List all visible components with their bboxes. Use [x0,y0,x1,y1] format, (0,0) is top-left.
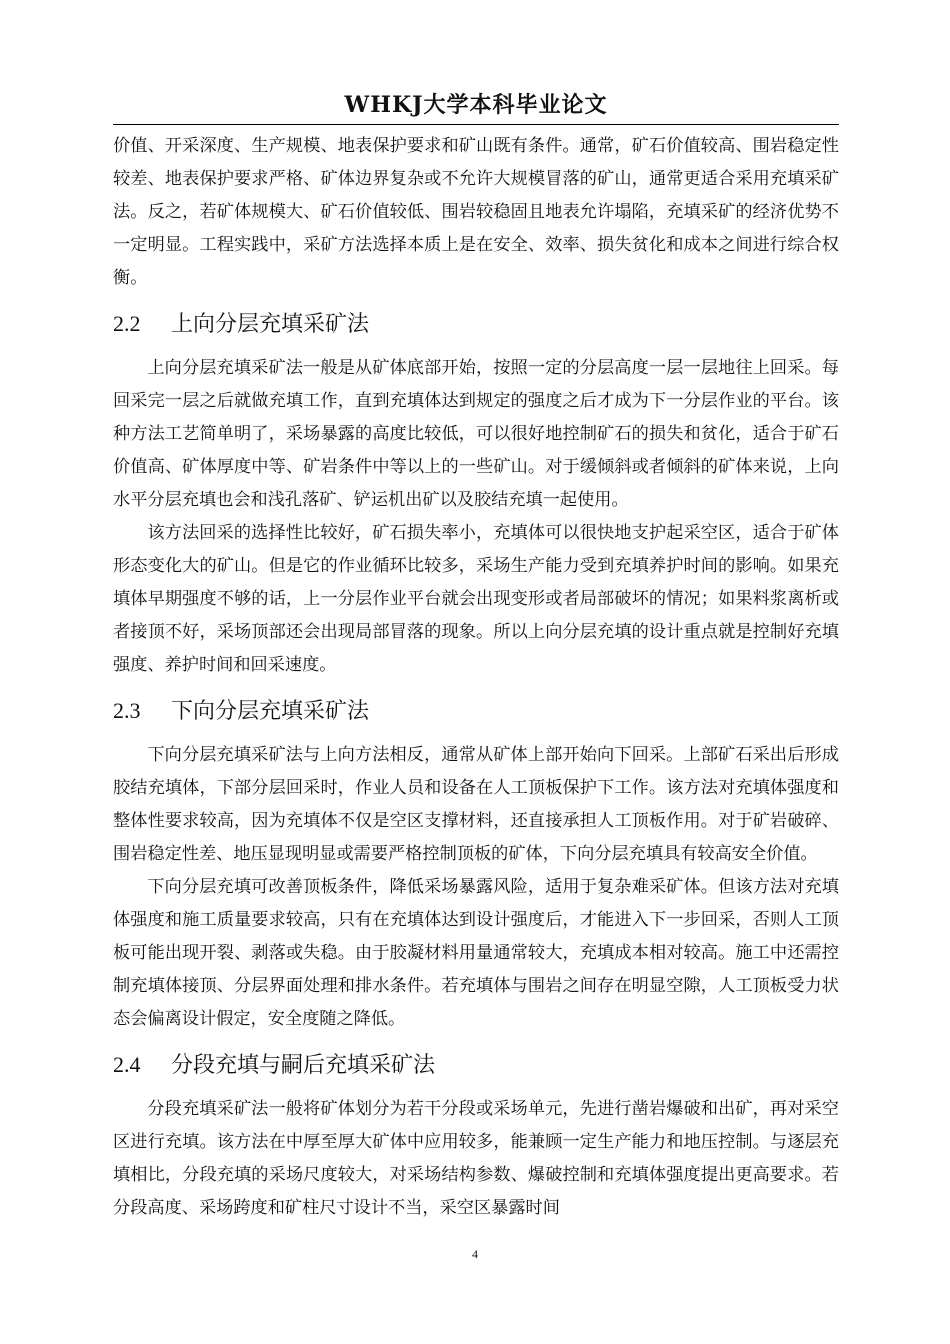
section-title: 下向分层充填采矿法 [171,699,370,724]
section-title: 分段充填与嗣后充填采矿法 [171,1053,436,1078]
page-body [113,130,839,1225]
body-paragraph: 下向分层充填可改善顶板条件，降低采场暴露风险，适用于复杂难采矿体。但该方法对充填体强度和施工质量要求较高，只有在充填体达到设计强度后，才能进入下一步回采，否则人工顶板可能出现开裂、剥落或失稳。由于胶凝材料用量通常较大，充填成本相对较高。施工中还需控制充填体接顶、分层界面处理和排水条件。若充填体与围岩之间存在明显空隙，人工顶板受力状态会偏离设计假定，安全度随之降低。 [113,877,839,1029]
section-title: 上向分层充填采矿法 [171,312,370,337]
section-number: 2.3 [113,698,141,723]
header-title: WHKJ大学本科毕业论文 [344,92,608,118]
page-number: 4 [472,1247,478,1261]
page-header [113,88,839,125]
section-number: 2.4 [113,1052,141,1077]
page-footer [0,1247,950,1262]
section-heading-2-3 [113,688,839,735]
intro-paragraph: 价值、开采深度、生产规模、地表保护要求和矿山既有条件。通常，矿石价值较高、围岩稳定性较差、地表保护要求严格、矿体边界复杂或不允许大规模冒落的矿山，通常更适合采用充填采矿法。反之，若矿体规模大、矿石价值较低、围岩较稳固且地表允许塌陷，充填采矿的经济优势不一定明显。工程实践中，采矿方法选择本质上是在安全、效率、损失贫化和成本之间进行综合权衡。 [113,136,839,288]
section-heading-2-4 [113,1042,839,1089]
body-paragraph: 分段充填采矿法一般将矿体划分为若干分段或采场单元，先进行凿岩爆破和出矿，再对采空区进行充填。该方法在中厚至厚大矿体中应用较多，能兼顾一定生产能力和地压控制。与逐层充填相比，分段充填的采场尺度较大，对采场结构参数、爆破控制和充填体强度提出更高要求。若分段高度、采场跨度和矿柱尺寸设计不当，采空区暴露时间 [113,1099,839,1218]
section-heading-2-2 [113,301,839,348]
body-paragraph: 上向分层充填采矿法一般是从矿体底部开始，按照一定的分层高度一层一层地往上回采。每回采完一层之后就做充填工作，直到充填体达到规定的强度之后才成为下一分层作业的平台。该种方法工艺简单明了，采场暴露的高度比较低，可以很好地控制矿石的损失和贫化，适合于矿石价值高、矿体厚度中等、矿岩条件中等以上的一些矿山。对于缓倾斜或者倾斜的矿体来说，上向水平分层充填也会和浅孔落矿、铲运机出矿以及胶结充填一起使用。 [113,358,839,510]
section-number: 2.2 [113,311,141,336]
body-paragraph: 下向分层充填采矿法与上向方法相反，通常从矿体上部开始向下回采。上部矿石采出后形成胶结充填体，下部分层回采时，作业人员和设备在人工顶板保护下工作。该方法对充填体强度和整体性要求较高，因为充填体不仅是空区支撑材料，还直接承担人工顶板作用。对于矿岩破碎、围岩稳定性差、地压显现明显或需要严格控制顶板的矿体，下向分层充填具有较高安全价值。 [113,745,839,864]
body-paragraph: 该方法回采的选择性比较好，矿石损失率小，充填体可以很快地支护起采空区，适合于矿体形态变化大的矿山。但是它的作业循环比较多，采场生产能力受到充填养护时间的影响。如果充填体早期强度不够的话，上一分层作业平台就会出现变形或者局部破坏的情况；如果料浆离析或者接顶不好，采场顶部还会出现局部冒落的现象。所以上向分层充填的设计重点就是控制好充填强度、养护时间和回采速度。 [113,523,839,675]
